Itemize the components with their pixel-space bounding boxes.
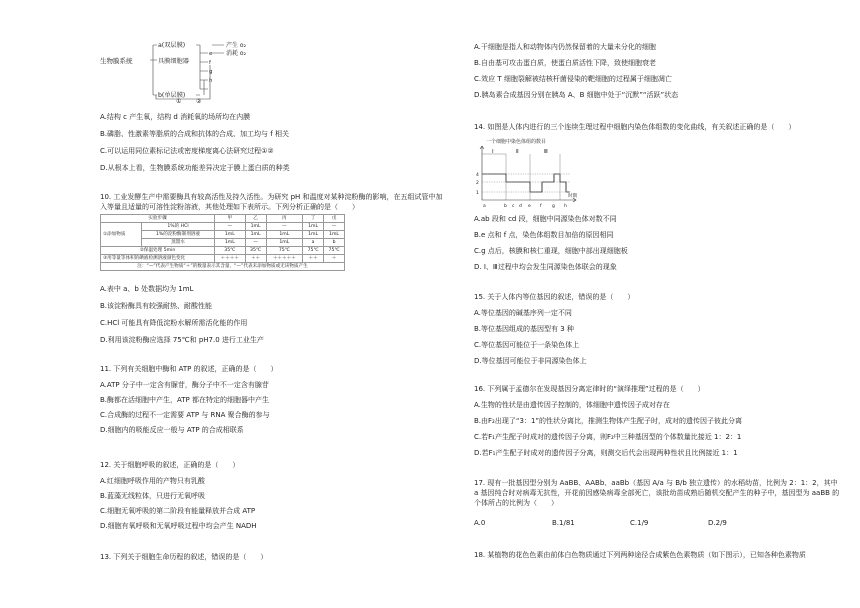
q11-option-c: C.合成酶的过程不一定需要 ATP 与 RNA 聚合酶的参与: [100, 411, 270, 419]
table-cell: 1mL: [266, 231, 303, 239]
output-d: 消耗 o₂: [226, 50, 246, 57]
x-tick: d: [519, 204, 522, 209]
q13-options: [474, 42, 844, 100]
q11-option-b: B.酶都在活细胞中产生，ATP 都在特定的细胞器中产生: [100, 396, 269, 404]
chart-title: 一个细胞中染色体组的数目: [486, 139, 547, 145]
table-cell: 1mL: [245, 231, 266, 239]
x-tick: h: [564, 204, 567, 209]
q14-option-c: C.g 点后，核膜和核仁重现，细胞中部出现细胞板: [474, 247, 628, 255]
q16-stem: 16. 下列属于孟德尔在发现基因分离定律时的“演绎推理”过程的是（ ）: [474, 385, 705, 393]
circle-1: ①: [176, 98, 182, 105]
q11-option-d: D.细胞内的吸能反应一般与 ATP 的合成相联系: [100, 426, 244, 434]
table-cell: —: [215, 223, 246, 231]
q9-option-c: C.可以运用同位素标记法或密度梯度离心法研究过程①②: [100, 147, 274, 155]
node-e: e: [209, 51, 213, 57]
q15-option-b: B.等位基因组成的基因型有 3 种: [474, 325, 574, 333]
q14-stem: 14. 如图是人体内进行的三个连续生理过程中细胞内染色体组数的变化曲线，有关叙述正确的是（ ）: [474, 123, 796, 131]
table-cell: a: [303, 239, 324, 247]
table-cell: —: [266, 223, 303, 231]
q16-option-d: D.若F₁产生配子时成对的遗传因子分离，则测交后代会出现两种性状且比例接近 1：1: [474, 449, 738, 457]
q15-option-d: D.等位基因可能位于非同源染色体上: [474, 357, 587, 365]
q10-option-b: B.该淀粉酶具有较强耐热、耐酸性能: [100, 302, 213, 310]
q17-option-a: A.0: [474, 519, 486, 527]
table-cell: 75℃: [266, 247, 303, 255]
table-cell: ③用等量等体积的碘液检测溶液颜色变化: [101, 255, 215, 263]
q17-options: [474, 518, 786, 528]
table-row: [101, 255, 345, 263]
q11-option-a: A.ATP 分子中一定含有脲苷，酶分子中不一定含有腺苷: [100, 381, 269, 389]
q13-stem: 13. 下列关于细胞生命历程的叙述，错误的是（ ）: [100, 553, 268, 561]
table-cell: 1mL: [215, 231, 246, 239]
x-tick: e: [528, 204, 531, 209]
q10-option-c: C.HCl 可能具有降低淀粉水解所需活化能的作用: [100, 319, 248, 327]
system-label: 生物膜系统: [100, 57, 133, 65]
q17-option-c: C.1/9: [630, 519, 649, 527]
table-note-row: [101, 263, 345, 271]
q9-option-a: A.结构 c 产生氧，结构 d 消耗氧的场所均在内膜: [100, 113, 251, 121]
node-g: g: [209, 69, 213, 75]
q12-option-c: C.细胞无氧呼吸的第二阶段有能量释放并合成 ATP: [100, 507, 256, 515]
table-cell: ＋＋＋＋＋: [266, 255, 303, 263]
q14-options: [474, 214, 844, 272]
table-cell: ＋＋＋＋: [215, 255, 246, 263]
table-row: [101, 247, 345, 255]
q16-option-c: C.若F₁产生配子时成对的遗传因子分离，则F₂中三种基因型的个体数量比接近 1：2：1: [474, 433, 742, 441]
table-cell: 35℃: [215, 247, 246, 255]
q10-table-wrap: [100, 214, 345, 271]
node-h: h: [209, 78, 213, 84]
table-cell: 丙: [266, 215, 303, 223]
x-tick: c: [512, 204, 515, 209]
q15-option-c: C.等位基因可能位于一条染色体上: [474, 341, 580, 349]
table-cell: 戊: [324, 215, 345, 223]
table-header-row: [101, 215, 345, 223]
y-tick: 2: [476, 181, 479, 186]
q9-option-b: B.磷脂、性激素等脂质的合成和抗体的合成、加工均与 f 相关: [100, 130, 289, 138]
q9-option-d: D.从根本上看，生物膜系统功能差异决定于膜上蛋白质的种类: [100, 164, 290, 172]
q16-option-b: B.由F₂出现了“3：1”的性状分离比，推测生物体产生配子时，成对的遗传因子彼此分离: [474, 417, 743, 425]
table-cell: 35℃: [245, 247, 266, 255]
q14-option-a: A.ab 段和 cd 段，细胞中同源染色体对数不同: [474, 215, 617, 223]
q11-stem: 11. 下列有关细胞中酶和 ATP 的叙述，正确的是（ ）: [100, 365, 278, 373]
table-cell: —: [245, 239, 266, 247]
q16-options: [474, 400, 844, 458]
x-tick: f: [540, 204, 542, 209]
stage-3-label: Ⅲ: [544, 149, 548, 155]
branch-a-label: a(双层膜): [158, 42, 186, 49]
x-axis-label: 时期: [568, 194, 577, 199]
table-cell: 1mL: [303, 223, 324, 231]
y-tick: 1: [476, 191, 479, 196]
stage-2-label: Ⅱ: [516, 149, 519, 155]
q12-stem: 12. 关于细胞呼吸的叙述，正确的是（ ）: [100, 461, 240, 469]
table-cell: 1mL: [303, 231, 324, 239]
x-tick: a: [483, 204, 486, 209]
node-f: f: [209, 60, 211, 66]
q13-option-a: A.干细胞是指人和动物体内仍然保留着的大量未分化的细胞: [474, 43, 656, 51]
table-cell: ①添加物质: [101, 223, 142, 247]
table-cell: 甲: [215, 215, 246, 223]
q10-stem: 10. 工业发酵生产中需要酶具有较高活性及持久活性。为研究 pH 和温度对某种淀粉酶的影响，在五组试管中加入等量且适量的可溶性淀粉溶液，其他处理如下表所示。下列分析正确的是（ ）: [100, 193, 443, 211]
q10-options: [100, 284, 445, 345]
q9-options: [100, 112, 445, 173]
table-cell: ＋: [324, 255, 345, 263]
table-cell: —: [324, 223, 345, 231]
table-cell: 蒸馏水: [141, 239, 214, 247]
circle-2: ②: [196, 98, 202, 105]
table-cell: 1mL: [266, 239, 303, 247]
stage-1-label: Ⅰ: [492, 149, 494, 155]
table-cell: ＋＋: [245, 255, 266, 263]
table-cell: 75℃: [303, 247, 324, 255]
table-cell: 实验步骤: [101, 215, 215, 223]
branch-c-label: b(单层膜): [158, 92, 186, 99]
q15-stem: 15. 关于人体内等位基因的叙述，错误的是（ ）: [474, 293, 635, 301]
table-cell: 1mL: [215, 239, 246, 247]
q12-options: [100, 476, 445, 531]
table-cell: 1mL: [324, 231, 345, 239]
x-tick: g: [552, 204, 555, 209]
table-cell: 1mL: [245, 223, 266, 231]
q12-option-b: B.蓝藻无线粒体，只进行无氧呼吸: [100, 492, 206, 500]
q14-option-b: B.e 点和 f 点，染色体组数目加倍的原因相同: [474, 231, 614, 239]
y-tick: 4: [476, 173, 479, 178]
q11-options: [100, 380, 445, 435]
table-cell: ＋＋: [303, 255, 324, 263]
q17-stem: 17. 现有一批基因型分别为 AaBB、AABb、aaBb（基因 A/a 与 B/b 独立遗传）的水稻幼苗，比例为 2：1：2，其中 a 基因纯合时对病毒无抗性，开花前因感染病毒全部死亡，该批幼苗成熟后随机交配产生的种子中，基因型为 aaBB 的个体所占的比例为（ ）: [474, 479, 840, 507]
q16-option-a: A.生物的性状是由遗传因子控制的，体细胞中遗传因子成对存在: [474, 401, 670, 409]
output-c: 产生 o₂: [226, 42, 246, 49]
q12-option-d: D.细胞有氧呼吸和无氧呼吸过程中均会产生 NADH: [100, 522, 257, 530]
chromosome-set-chart: [474, 134, 584, 210]
q12-option-a: A.红细胞呼吸作用的产物只有乳酸: [100, 477, 205, 485]
q15-option-a: A.等位基因的碱基序列一定不同: [474, 309, 572, 317]
table-cell: 乙: [245, 215, 266, 223]
q15-options: [474, 308, 844, 366]
q13-option-b: B.自由基可攻击蛋白质，使蛋白质活性下降，致使细胞衰老: [474, 59, 657, 67]
x-tick: b: [504, 204, 507, 209]
q13-option-d: D.胰岛素合成基因分别在胰岛 A、B 细胞中处于“沉默”“活跃”状态: [474, 91, 679, 99]
table-cell: 丁: [303, 215, 324, 223]
membrane-system-diagram: [100, 35, 300, 107]
q18-stem: 18. 某植物的花色色素由前体白色物质通过下列两种途径合成紫色色素物质（如下图示），已知各种色素物质: [474, 551, 806, 559]
q13-option-c: C.效应 T 细胞裂解被结核杆菌侵染的靶细胞的过程属于细胞凋亡: [474, 75, 672, 83]
q10-option-a: A.表中 a、b 处数据均为 1mL: [100, 285, 194, 293]
table-cell: b: [324, 239, 345, 247]
table-cell: 1%的 HCl: [141, 223, 214, 231]
table-cell: 75℃: [324, 247, 345, 255]
q17-option-b: B.1/81: [552, 519, 575, 527]
q14-option-d: D. Ⅰ、Ⅲ过程中均会发生同源染色体联会的现象: [474, 263, 617, 271]
branch-b-label: 具膜细胞器: [158, 58, 189, 65]
table-cell: ②保温处理 5min: [101, 247, 215, 255]
q10-table: [100, 214, 345, 271]
table-cell: 1%的淀粉酶制剂溶液: [141, 231, 214, 239]
q10-option-d: D.利用该淀粉酶应选择 75℃和 pH7.0 进行工业生产: [100, 336, 264, 344]
table-row: [101, 223, 345, 231]
q17-option-d: D.2/9: [708, 519, 727, 527]
table-note: 注：“—”代表产生物质“＋”的数量表示其含量，“—”代表未添加物质或无该物质产生: [101, 263, 345, 271]
